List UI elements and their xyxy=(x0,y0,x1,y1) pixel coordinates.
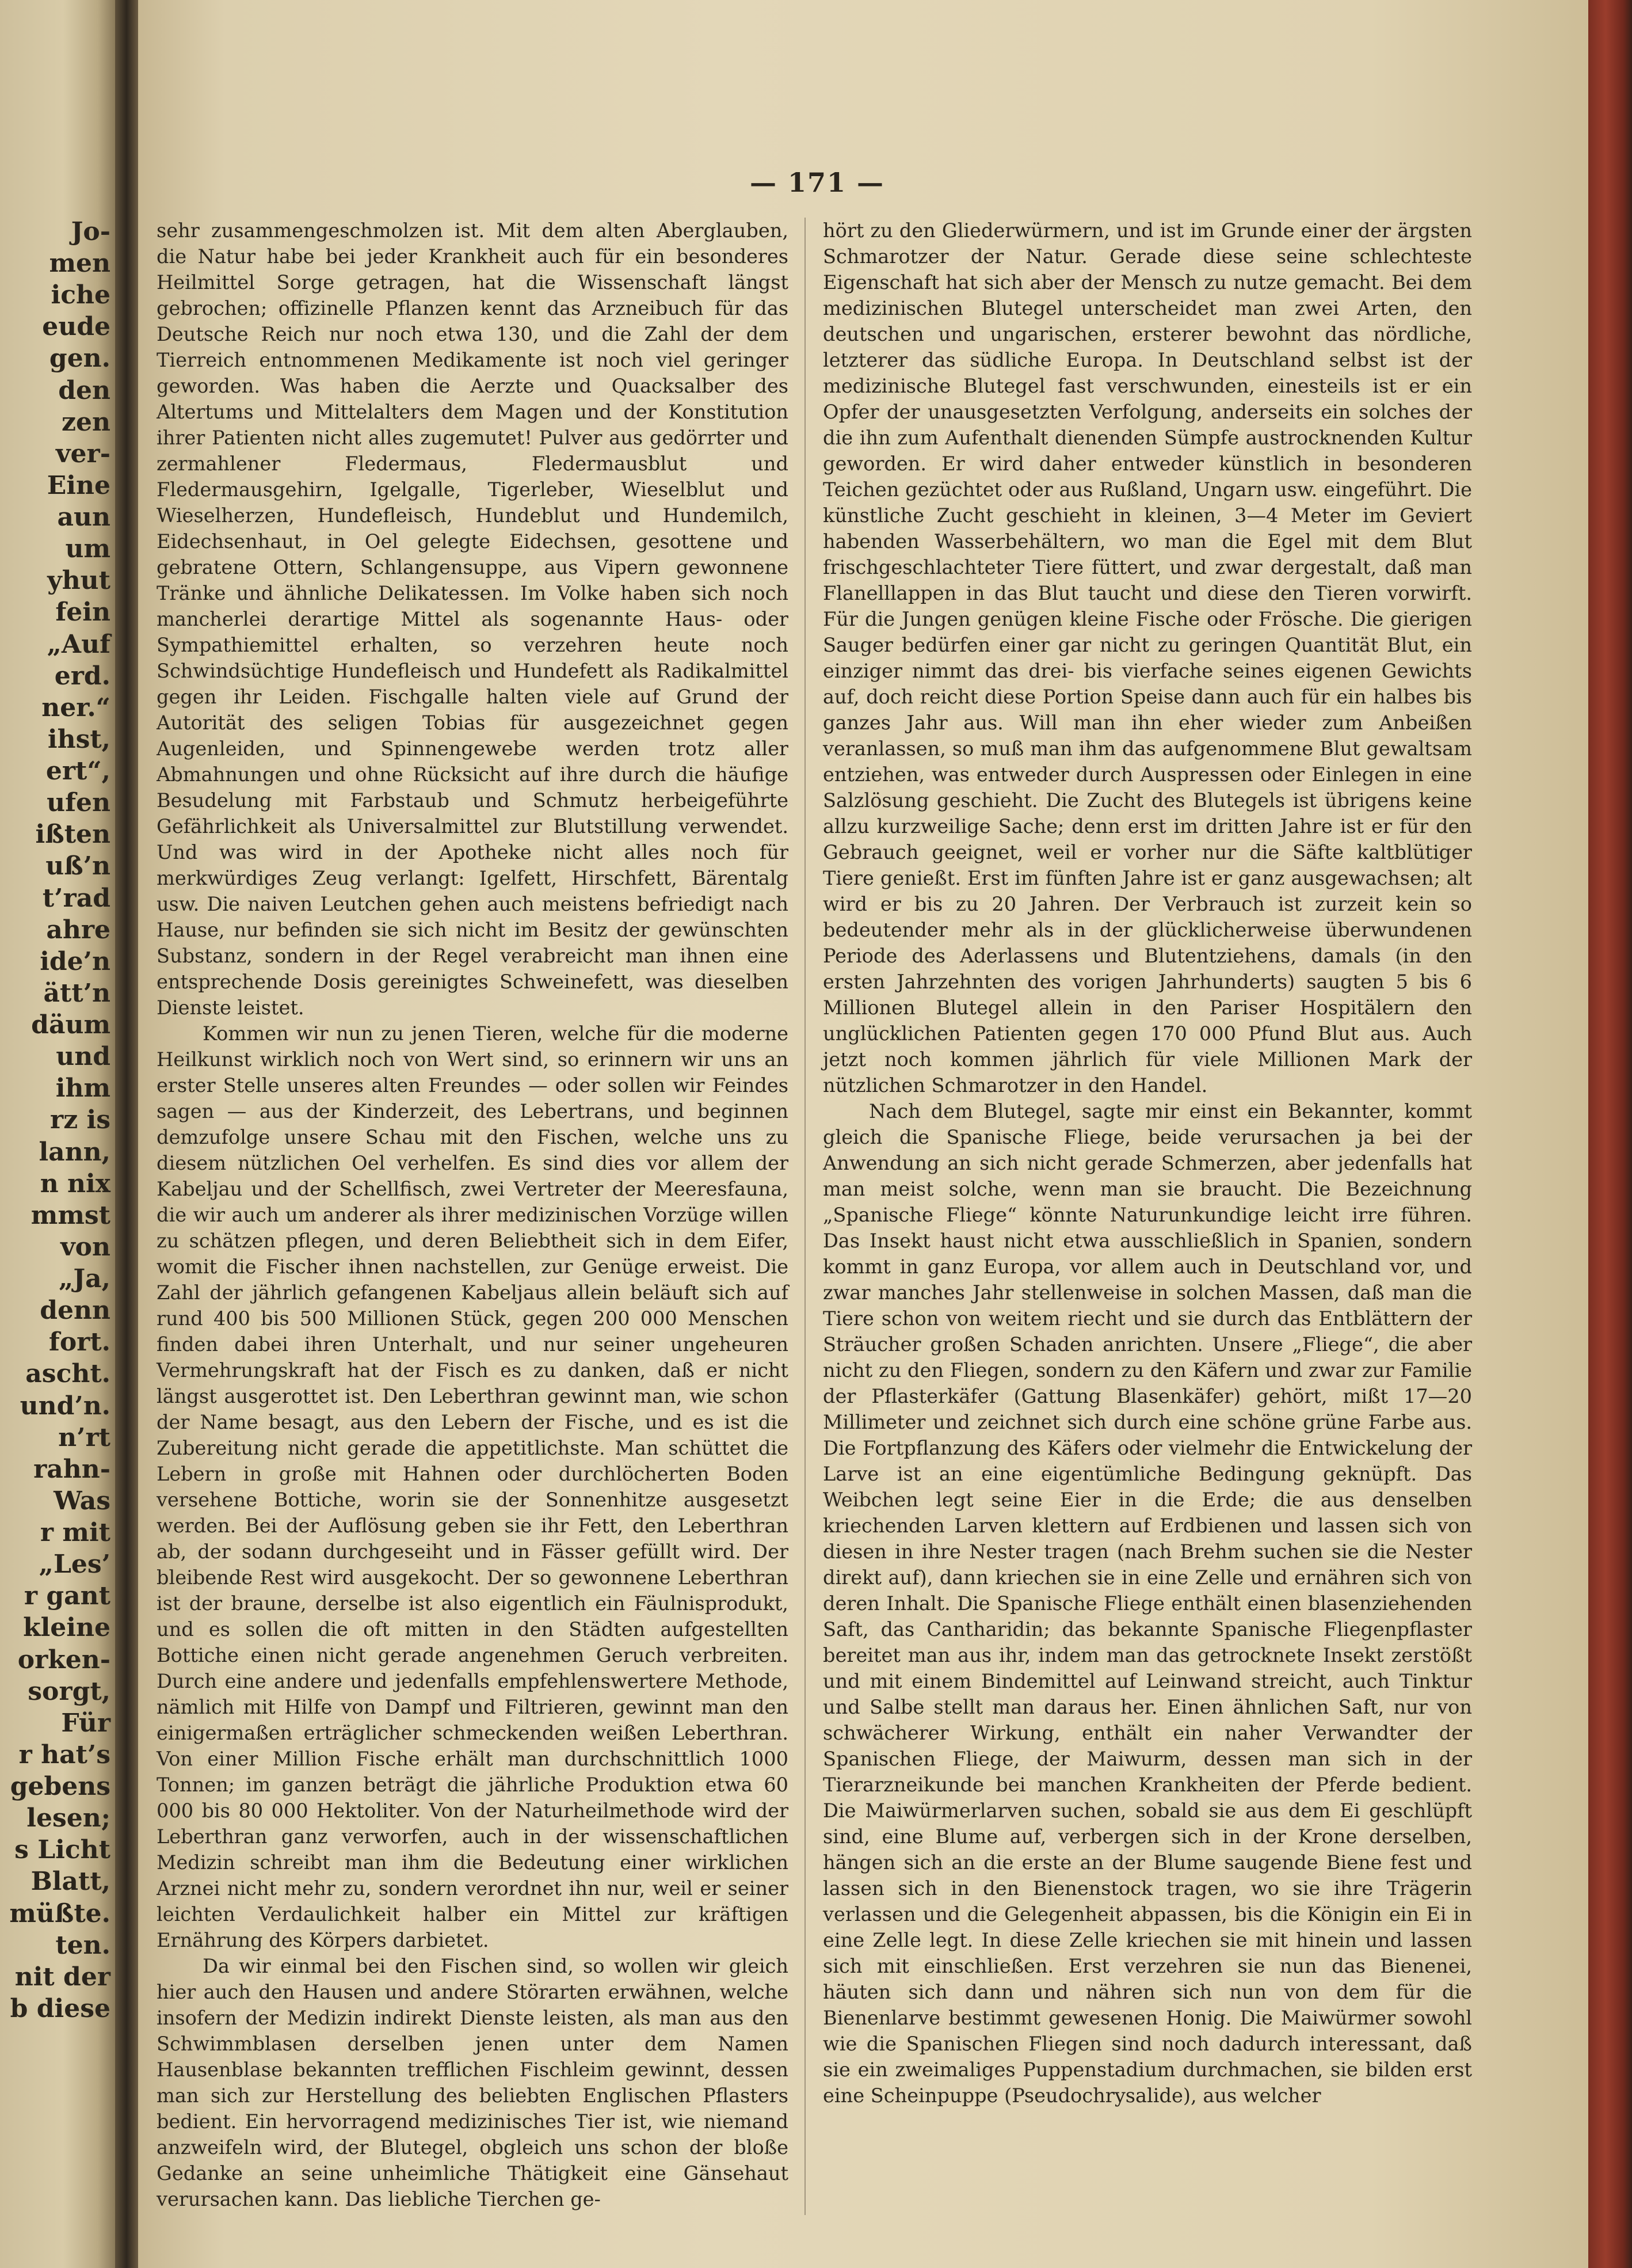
facing-page-fragment: Was xyxy=(54,1486,110,1516)
book-cover-edge xyxy=(1588,0,1632,2268)
facing-page-fragment: s Licht xyxy=(14,1835,110,1865)
page-number: — 171 — xyxy=(749,167,885,198)
facing-page-fragment: r hat’s xyxy=(18,1740,110,1770)
facing-page-fragment: mmst xyxy=(30,1200,110,1230)
facing-page-fragment: gen. xyxy=(49,344,110,374)
facing-page-fragment: ner.“ xyxy=(41,692,110,722)
facing-page-fragment: däum xyxy=(31,1010,110,1040)
facing-page-fragment: uß’n xyxy=(45,851,110,881)
paragraph: Nach dem Blutegel, sagte mir einst ein Bekannter, kommt gleich die Spanische Fliege, beide verursachen ja bei der Anwendung an sich nicht gerade Schmerzen, aber jedenfalls hat man meist solche, wenn man sie braucht. Die Bezeichnung „Spanische Fliege“ könnte Naturunkundige leicht irre führen. Das Insekt haust nicht etwa ausschließlich in Spanien, sondern kommt in ganz Europa, vor allem auch in Deutschland vor, und zwar manches Jahr stellenweise in solchen Massen, daß man die Tiere schon von weitem riecht und sie durch das Entblättern der Sträucher großen Schaden anrichten. Unsere „Fliege“, die aber nicht zu den Fliegen, sondern zu den Käfern und zwar zur Familie der Pflasterkäfer (Gattung Blasenkäfer) gehört, mißt 17—20 Millimeter und zeichnet sich durch eine schöne grüne Farbe aus. Die Fortpflanzung des Käfers oder vielmehr die Entwickelung der Larve ist an eine eigentümliche Bedingung geknüpft. Das Weibchen legt seine Eier in die Erde; die aus denselben kriechenden Larven klettern auf Erdbienen und lassen sich von diesen in ihre Nester tragen (nach Brehm suchen sie die Nester direkt auf), dann kriechen sie in eine Zelle und ernähren sich von deren Inhalt. Die Spanische Fliege enthält einen blasenziehenden Saft, das Cantharidin; das bekannte Spanische Fliegenpflaster bereitet man aus ihr, indem man das getrocknete Insekt zerstößt und mit einem Bindemittel auf Leinwand streicht, auch Tinktur und Salbe stellt man daraus her. Einen ähnlichen Saft, nur von schwächerer Wirkung, enthält ein naher Verwandter der Spanischen Fliege, der Maiwurm, dessen man sich in der Tierarzneikunde bei manchen Krankheiten der Pferde bedient. Die Maiwürmerlarven suchen, sobald sie aus dem Ei geschlüpft sind, eine Blume auf, verbergen sich in der Krone derselben, hängen sich an die erste an der Blume saugende Biene fest und lassen sich in den Bienenstock tragen, wo sie ihre Trägerin verlassen und die Gelegenheit abpassen, bis die Königin ein Ei in eine Zelle legt. In diese Zelle kriechen sie mit hinein und lassen sich mit einschließen. Erst verzehren sie nun das Bienenei, häuten sich dann und nähren sich nun von dem für die Bienenlarve bestimmt gewesenen Honig. Die Maiwürmer sowohl wie die Spanischen Fliegen sind noch dadurch interessant, daß sie ein zweimaliges Puppenstadium durchmachen, sie bilden erst eine Scheinpuppe (Pseudochrysalide), aus welcher xyxy=(823,1100,1472,2107)
facing-page-fragment: zen xyxy=(62,407,110,437)
text-column-right xyxy=(823,218,1472,2109)
facing-page-fragment: und’n. xyxy=(20,1391,110,1421)
facing-page-fragment: kleine xyxy=(23,1613,110,1643)
facing-page-fragment: aun xyxy=(57,503,110,532)
facing-page-fragment: ten. xyxy=(55,1930,110,1960)
facing-page-fragment: ihm xyxy=(55,1074,110,1103)
facing-page-fragment: men xyxy=(49,249,110,279)
facing-page-fragment: rz is xyxy=(50,1105,110,1135)
facing-page-fragment: nit der xyxy=(14,1962,110,1992)
facing-page-fragment: n nix xyxy=(40,1169,110,1198)
facing-page-fragment: Jo- xyxy=(71,217,110,246)
facing-page-fragment: ert“, xyxy=(45,756,110,786)
facing-page-fragment: lesen; xyxy=(26,1803,110,1833)
facing-page-fragment: fort. xyxy=(48,1327,110,1357)
facing-page-fragment: n’rt xyxy=(58,1422,110,1452)
facing-page-fragment: sorgt, xyxy=(28,1676,110,1706)
facing-page-fragment: „Auf xyxy=(47,629,110,659)
facing-page-fragment: ascht. xyxy=(25,1359,110,1389)
facing-page-fragment: „Ja, xyxy=(59,1264,110,1294)
facing-page-fragment: ahre xyxy=(46,915,110,945)
facing-page-fragment: Eine xyxy=(47,470,110,500)
facing-page-fragment: Blatt, xyxy=(30,1867,110,1897)
facing-page-fragment: „Les’ xyxy=(39,1550,110,1580)
facing-page-fragment: erd. xyxy=(54,661,110,691)
facing-page-fragment: r gant xyxy=(24,1581,110,1611)
paragraph: sehr zusammengeschmolzen ist. Mit dem alten Aberglauben, die Natur habe bei jeder Krankheit auch für ein besonderes Heilmittel Sorge getragen, hat die Wissenschaft längst gebrochen; offizinelle Pflanzen kennt das Arzneibuch für das Deutsche Reich nur noch etwa 130, und die Zahl der dem Tierreich entnommenen Medikamente ist noch viel geringer geworden. Was haben die Aerzte und Quacksalber des Altertums und Mittelalters dem Magen und der Konstitution ihrer Patienten nicht alles zugemutet! Pulver aus gedörrter und zermahlener Fledermaus, Fledermausblut und Fledermausgehirn, Igelgalle, Tigerleber, Wieselblut und Wieselherzen, Hundefleisch, Hundeblut und Hundemilch, Eidechsenhaut, in Oel gelegte Eidechsen, gesottene und gebratene Ottern, Schlangensuppe, aus Vipern gewonnene Tränke und ähnliche Delikatessen. Im Volke haben sich noch mancherlei derartige Mittel als sogenannte Haus- oder Sympathiemittel erhalten, so verzehren heute noch Schwindsüchtige Hundefleisch und Hundefett als Radikalmittel gegen ihr Leiden. Fischgalle halten viele auf Grund der Autorität des seligen Tobias für ausgezeichnet gegen Augenleiden, und Spinnengewebe werden trotz aller Abmahnungen und ohne Rücksicht auf ihre durch die häufige Besudelung mit Farbstaub und Schmutz herbeigeführte Gefährlichkeit als Universalmittel zur Blutstillung verwendet. Und was wird in der Apotheke nicht alles noch für merkwürdiges Zeug verlangt: Igelfett, Hirschfett, Bärentalg usw. Die naiven Leutchen gehen auch meistens befriedigt nach Hause, nur befinden sie sich nicht im Besitz der gewünschten Substanz, sondern in der Regel verabreicht man ihnen eine entsprechende Dosis gereinigtes Schweinefett, was dieselben Dienste leistet. xyxy=(157,219,788,1019)
facing-page-fragment: r mit xyxy=(40,1518,110,1548)
facing-page-fragment: denn xyxy=(40,1296,110,1326)
facing-page-fragment: eude xyxy=(42,312,110,342)
paragraph: hört zu den Gliederwürmern, und ist im Grunde einer der ärgsten Schmarotzer der Natur. Gerade diese seine schlechteste Eigenschaft hat sich aber der Mensch zu nutze gemacht. Bei dem medizinischen Blutegel unterscheidet man zwei Arten, den deutschen und ungarischen, ersterer bewohnt das nördliche, letzterer das südliche Europa. In Deutschland selbst ist der medizinische Blutegel fast verschwunden, einesteils ist er ein Opfer der unausgesetzten Verfolgung, anderseits ein solches der die ihn zum Aufenthalt dienenden Sümpfe austrocknenden Kultur geworden. Er wird daher entweder künstlich in besonderen Teichen gezüchtet oder aus Rußland, Ungarn usw. eingeführt. Die künstliche Zucht geschieht in kleinen, 3—4 Meter im Geviert habenden Wasserbehältern, wo man die Egel mit dem Blut frischgeschlachteter Tiere füttert, und zwar dergestalt, daß man Flanelllappen in das Blut taucht und diese den Tieren vorwirft. Für die Jungen genügen kleine Fische oder Frösche. Die gierigen Sauger bedürfen einer gar nicht zu geringen Quantität Blut, ein einziger nimmt das drei- bis vierfache seines eigenen Gewichts auf, doch reicht diese Portion Speise dann auch für ein halbes bis ganzes Jahr aus. Will man ihn eher wieder zum Anbeißen veranlassen, so muß man ihm das aufgenommene Blut gewaltsam entziehen, was entweder durch Auspressen oder Einlegen in eine Salzlösung geschieht. Die Zucht des Blutegels ist übrigens keine allzu kurzweilige Sache; denn erst im dritten Jahre ist er für den Gebrauch geeignet, weil er vorher nur die Säfte kaltblütiger Tiere genießt. Erst im fünften Jahre ist er ganz ausgewachsen; alt wird er bis zu 20 Jahren. Der Verbrauch ist zurzeit kein so bedeutender mehr als in der glücklicherweise überwundenen Periode des Aderlassens und Blutentziehens, damals (in den ersten Jahrzehnten des vorigen Jahrhunderts) saugten 5 bis 6 Millionen Blutegel allein in den Pariser Hospitälern den unglücklichen Patienten gegen 170 000 Pfund Blut aus. Auch jetzt noch kommen jährlich für viele Millionen Mark der nützlichen Schmarotzer in den Handel. xyxy=(823,219,1472,1097)
facing-page-fragment: lann, xyxy=(39,1137,110,1167)
facing-page-fragment: ißten xyxy=(35,820,110,850)
facing-page-fragment: orken- xyxy=(17,1645,110,1675)
facing-page-fragment: ver- xyxy=(55,439,110,469)
facing-page-fragment: den xyxy=(58,375,110,405)
facing-page-fragment: ide’n xyxy=(40,946,110,976)
facing-page-fragment: b diese xyxy=(10,1993,110,2023)
facing-page-fragment: ihst, xyxy=(47,724,110,754)
book-gutter xyxy=(115,0,138,2268)
facing-page-fragment: ufen xyxy=(47,788,110,818)
facing-page-fragment: müßte. xyxy=(9,1898,110,1928)
facing-page-fragment: rahn- xyxy=(33,1454,110,1484)
facing-page-fragment: gebens xyxy=(10,1772,110,1802)
facing-page-fragment: ätt’n xyxy=(43,978,110,1008)
facing-page-fragment: Für xyxy=(61,1708,110,1738)
facing-page-edge xyxy=(0,0,115,2268)
facing-page-fragment: iche xyxy=(51,280,110,310)
facing-page-fragment: t’rad xyxy=(42,883,110,913)
facing-page-fragment: von xyxy=(60,1232,110,1262)
text-column-left xyxy=(157,218,788,2212)
facing-page-fragment: yhut xyxy=(47,566,110,596)
facing-page-fragment: und xyxy=(56,1042,110,1072)
facing-page-fragment: fein xyxy=(55,598,110,627)
paragraph: Da wir einmal bei den Fischen sind, so wollen wir gleich hier auch den Hausen und andere Störarten erwähnen, welche insofern der Medizin indirekt Dienste leisten, als man aus den Schwimmblasen derselben jenen unter dem Namen Hausenblase bekannten trefflichen Fischleim gewinnt, dessen man sich zur Herstellung des beliebten Englischen Pflasters bedient. Ein hervorragend medizinisches Tier ist, wie niemand anzweifeln wird, der Blutegel, obgleich uns schon der bloße Gedanke an seine unheimliche Thätigkeit eine Gänsehaut verursachen kann. Das liebliche Tierchen ge- xyxy=(157,1955,788,2210)
column-divider xyxy=(804,218,806,2215)
facing-page-fragment: um xyxy=(65,534,110,564)
paragraph: Kommen wir nun zu jenen Tieren, welche für die moderne Heilkunst wirklich noch von Wert sind, so erinnern wir uns an erster Stelle unseres alten Freundes — oder sollen wir Feindes sagen — aus der Kinderzeit, des Lebertrans, und beginnen demzufolge unsere Schau mit den Fischen, welche uns zu diesem nützlichen Oel verhelfen. Es sind dies vor allem der Kabeljau und der Schellfisch, zwei Vertreter der Meeresfauna, die wir auch um anderer als ihrer medizinischen Vorzüge willen zu schätzen pflegen, und deren Beliebtheit sich in dem Eifer, womit die Fischer ihnen nachstellen, zur Genüge erweist. Die Zahl der jährlich gefangenen Kabeljaus allein beläuft sich auf rund 400 bis 500 Millionen Stück, gegen 200 000 Menschen finden dabei ihren Unterhalt, und nur seiner ungeheuren Vermehrungskraft hat der Fisch es zu danken, daß er nicht längst ausgerottet ist. Den Leberthran gewinnt man, wie schon der Name besagt, aus den Lebern der Fische, und es ist die Zubereitung nicht gerade die appetitlichste. Man schüttet die Lebern in große mit Hahnen oder durchlöcherten Boden versehene Bottiche, worin sie der Sonnenhitze ausgesetzt werden. Bei der Auflösung geben sie ihr Fett, den Leberthran ab, der sodann durchgeseiht und in Fässer gefüllt wird. Der bleibende Rest wird ausgekocht. Der so gewonnene Leberthran ist der braune, derselbe ist also eigentlich ein Fäulnisprodukt, und es sollen die oft mitten in den Städten aufgestellten Bottiche einen nicht gerade angenehmen Geruch verbreiten. Durch eine andere und jedenfalls empfehlenswertere Methode, nämlich mit Hilfe von Dampf und Filtrieren, gewinnt man den einigermaßen erträglicher schmeckenden weißen Leberthran. Von einer Million Fische erhält man durchschnittlich 1000 Tonnen; im ganzen beträgt die jährliche Produktion etwa 60 000 bis 80 000 Hektoliter. Von der Naturheilmethode wird der Leberthran ganz verworfen, auch in der wissenschaftlichen Medizin schreibt man ihm die Bedeutung einer wirklichen Arznei nicht mehr zu, sondern verordnet ihn nur, weil er seiner leichten Verdaulichkeit halber ein Mittel zur kräftigen Ernährung des Körpers darbietet. xyxy=(157,1022,788,1951)
